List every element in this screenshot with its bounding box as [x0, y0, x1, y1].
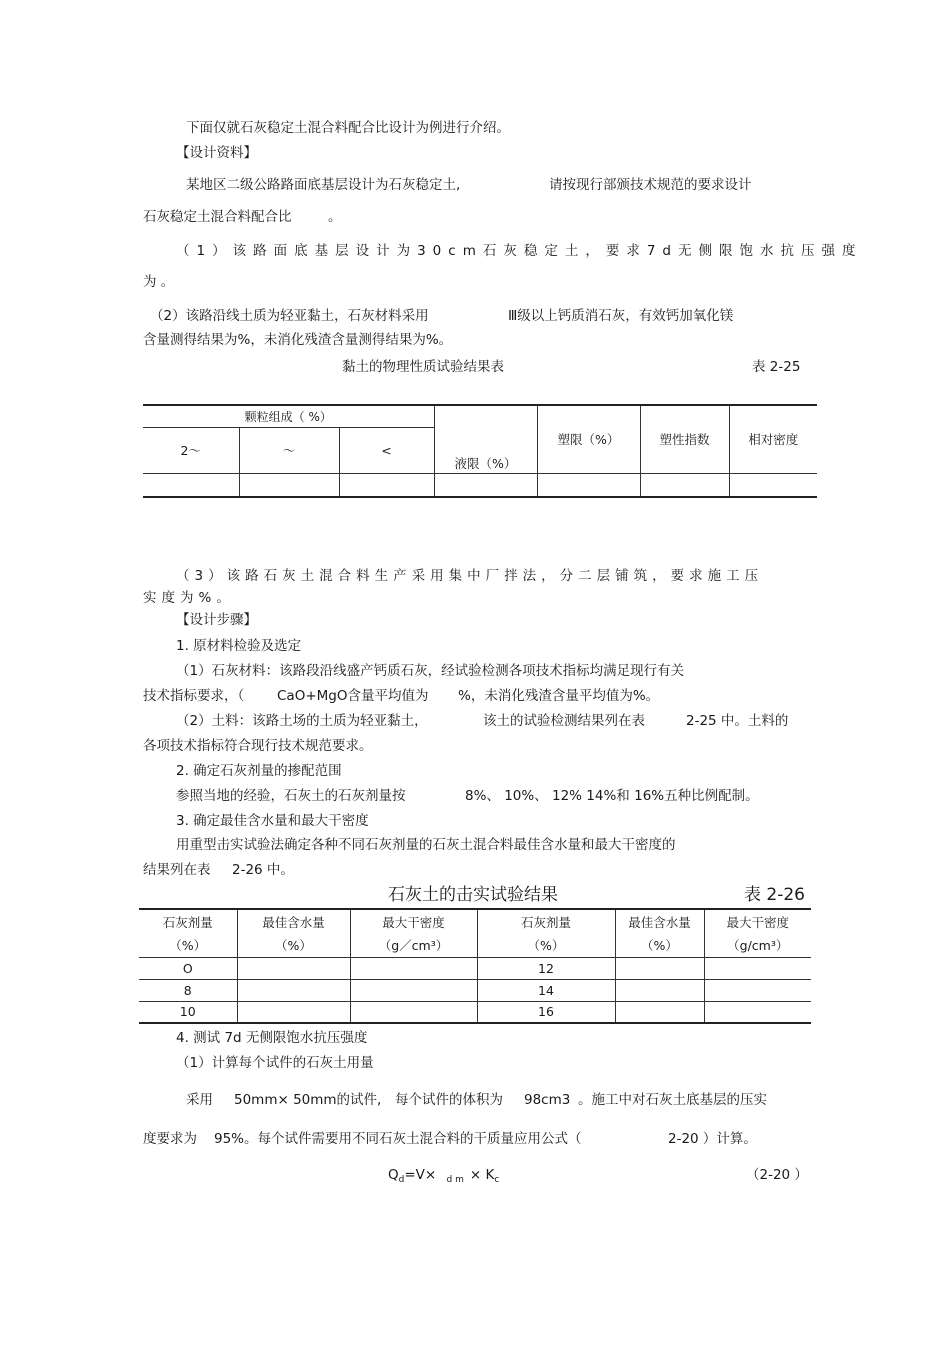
lime-dose-value: 8 [139, 979, 237, 1001]
p5-part-b: 50mm× 50mm的试件, [234, 1092, 382, 1108]
lime-dose-value: 10 [139, 1001, 237, 1023]
lime-dose-value: 12 [477, 957, 615, 979]
p1-part-a: 某地区二级公路路面底基层设计为石灰稳定土, [186, 177, 461, 193]
formula-2-20 [388, 1166, 499, 1189]
step3-heading: 3. 确定最佳含水量和最大干密度 [176, 813, 369, 829]
table-row [139, 1001, 811, 1023]
item1-line-a: （1）该路面底基层设计为30cm石灰稳定土，要求7d无侧限饱水抗压强度 [176, 243, 863, 259]
density-unit-left: （g／cm³） [350, 933, 477, 957]
p5-part-c: 每个试件的体积为 [395, 1092, 503, 1108]
step3-line-2a: 结果列在表 [143, 862, 211, 878]
table-cell [537, 473, 640, 497]
table-cell [237, 979, 350, 1001]
table-cell [704, 1001, 811, 1023]
table26-title: 石灰土的击实试验结果 [388, 885, 558, 905]
plasticity-index-header: 塑性指数 [640, 405, 729, 473]
lime-dose-value: O [139, 957, 237, 979]
lime-dose-value: 14 [477, 979, 615, 1001]
p6-part-b: 95%。每个试件需要用不同石灰土混合料的干质量应用公式（ [214, 1131, 582, 1147]
item1-line-b: 为 。 [143, 274, 175, 290]
table-cell [640, 473, 729, 497]
item2-line-a: （2）该路沿线土质为轻亚黏土，石灰材料采用 [150, 308, 429, 324]
dry-density-header-left: 最大干密度 [350, 909, 477, 933]
table25-title: 黏土的物理性质试验结果表 [342, 359, 504, 375]
p1-part-b: 请按现行部颁技术规范的要求设计 [549, 177, 752, 193]
steps-heading: 【设计步骤】 [176, 612, 257, 628]
step1-2-line-c: 2-25 中。土料的 [686, 713, 789, 729]
table-cell [239, 473, 339, 497]
table-cell [704, 979, 811, 1001]
p5-part-a: 采用 [186, 1092, 213, 1108]
table-row [139, 979, 811, 1001]
p6-part-a: 度要求为 [143, 1131, 197, 1147]
p6-part-c: 2-20 ）计算。 [668, 1131, 757, 1147]
grain-composition-header: 颗粒组成（ %） [143, 405, 434, 427]
plastic-limit-header: 塑限（%） [537, 405, 640, 473]
step1-2-line-d: 各项技术指标符合现行技术规范要求。 [143, 738, 373, 754]
step4-heading: 4. 测试 7d 无侧限饱水抗压强度 [176, 1030, 368, 1046]
grain-col-b: ～ [239, 427, 339, 473]
lime-dose-header-left: 石灰剂量 [139, 909, 237, 933]
water-content-header-right: 最佳含水量 [615, 909, 704, 933]
p5-part-d: 98cm3 [524, 1092, 571, 1108]
lime-unit-left: （%） [139, 933, 237, 957]
table-cell [704, 957, 811, 979]
table-cell [615, 1001, 704, 1023]
table-cell [237, 1001, 350, 1023]
item3-line-b: 实度为%。 [143, 590, 235, 606]
item2-line-b: Ⅲ级以上钙质消石灰，有效钙加氧化镁 [508, 308, 734, 324]
table-cell [434, 473, 537, 497]
table-cell [615, 957, 704, 979]
step2-line-a: 参照当地的经验，石灰土的石灰剂量按 [176, 788, 406, 804]
liquid-limit-header: 液限（%） [434, 405, 537, 473]
formula-sub-d: d [398, 1175, 405, 1185]
design-data-heading: 【设计资料】 [176, 145, 257, 161]
step1-1-line-b: 技术指标要求，（ [143, 688, 245, 704]
table-cell [237, 957, 350, 979]
table-cell [350, 979, 477, 1001]
step1-2-line-a: （2）土料：该路土场的土质为轻亚黏土， [176, 713, 428, 729]
relative-density-header: 相对密度 [748, 432, 799, 448]
p5-part-e: 。施工中对石灰土底基层的压实 [578, 1092, 767, 1108]
step1-heading: 1. 原材料检验及选定 [176, 638, 302, 654]
step2-line-b: 8%、 10%、 12% 14%和 16%五种比例配制。 [465, 788, 759, 804]
step1-1-line-d: %，未消化残渣含量平均值为%。 [458, 688, 660, 704]
p1-part-d: 。 [328, 209, 342, 225]
table-cell [615, 979, 704, 1001]
lime-unit-right: （%） [477, 933, 615, 957]
step1-1-line-c: CaO+MgO含量平均值为 [277, 688, 429, 704]
step4-1-line: （1）计算每个试件的石灰土用量 [176, 1055, 374, 1071]
step3-line-1: 用重型击实试验法确定各种不同石灰剂量的石灰土混合料最佳含水量和最大干密度的 [176, 837, 676, 853]
p1-part-c: 石灰稳定土混合料配合比 [143, 209, 292, 225]
grain-col-c: < [339, 427, 434, 473]
table-2-25 [143, 404, 817, 498]
formula-sub-dm: d m [446, 1175, 464, 1185]
step1-1-line-a: （1）石灰材料：该路段沿线盛产钙质石灰，经试验检测各项技术指标均满足现行有关 [176, 663, 685, 679]
table-row [139, 957, 811, 979]
formula-k: × K [469, 1167, 495, 1183]
table-cell [350, 957, 477, 979]
dry-density-header-right: 最大干密度 [726, 914, 789, 930]
table25-number: 表 2-25 [752, 359, 801, 375]
table-cell [339, 473, 434, 497]
density-unit-right: （g/cm³） [727, 937, 789, 953]
step2-heading: 2. 确定石灰剂量的掺配范围 [176, 763, 342, 779]
step3-line-2b: 2-26 中。 [232, 862, 294, 878]
table26-number: 表 2-26 [744, 885, 805, 905]
intro-paragraph: 下面仅就石灰稳定土混合料配合比设计为例进行介绍。 [186, 120, 510, 136]
formula-sub-c: c [494, 1175, 500, 1185]
step1-2-line-b: 该土的试验检测结果列在表 [483, 713, 645, 729]
item2-line-c: 含量测得结果为%，未消化残渣含量测得结果为%。 [143, 332, 453, 348]
grain-col-a: 2～ [143, 427, 239, 473]
table-cell [729, 473, 817, 497]
lime-dose-header-right: 石灰剂量 [477, 909, 615, 933]
water-content-header-left: 最佳含水量 [237, 909, 350, 933]
table-cell [143, 473, 239, 497]
lime-dose-value: 16 [477, 1001, 615, 1023]
formula-number: （2-20 ） [746, 1167, 808, 1183]
water-unit-right: （%） [615, 933, 704, 957]
formula-q: Q [388, 1167, 399, 1183]
formula-eq: =V× [404, 1167, 437, 1183]
water-unit-left: （%） [237, 933, 350, 957]
item3-line-a: （3）该路石灰土混合料生产采用集中厂拌法，分二层铺筑，要求施工压 [176, 568, 764, 584]
table-cell [350, 1001, 477, 1023]
table-2-26 [139, 908, 811, 1024]
